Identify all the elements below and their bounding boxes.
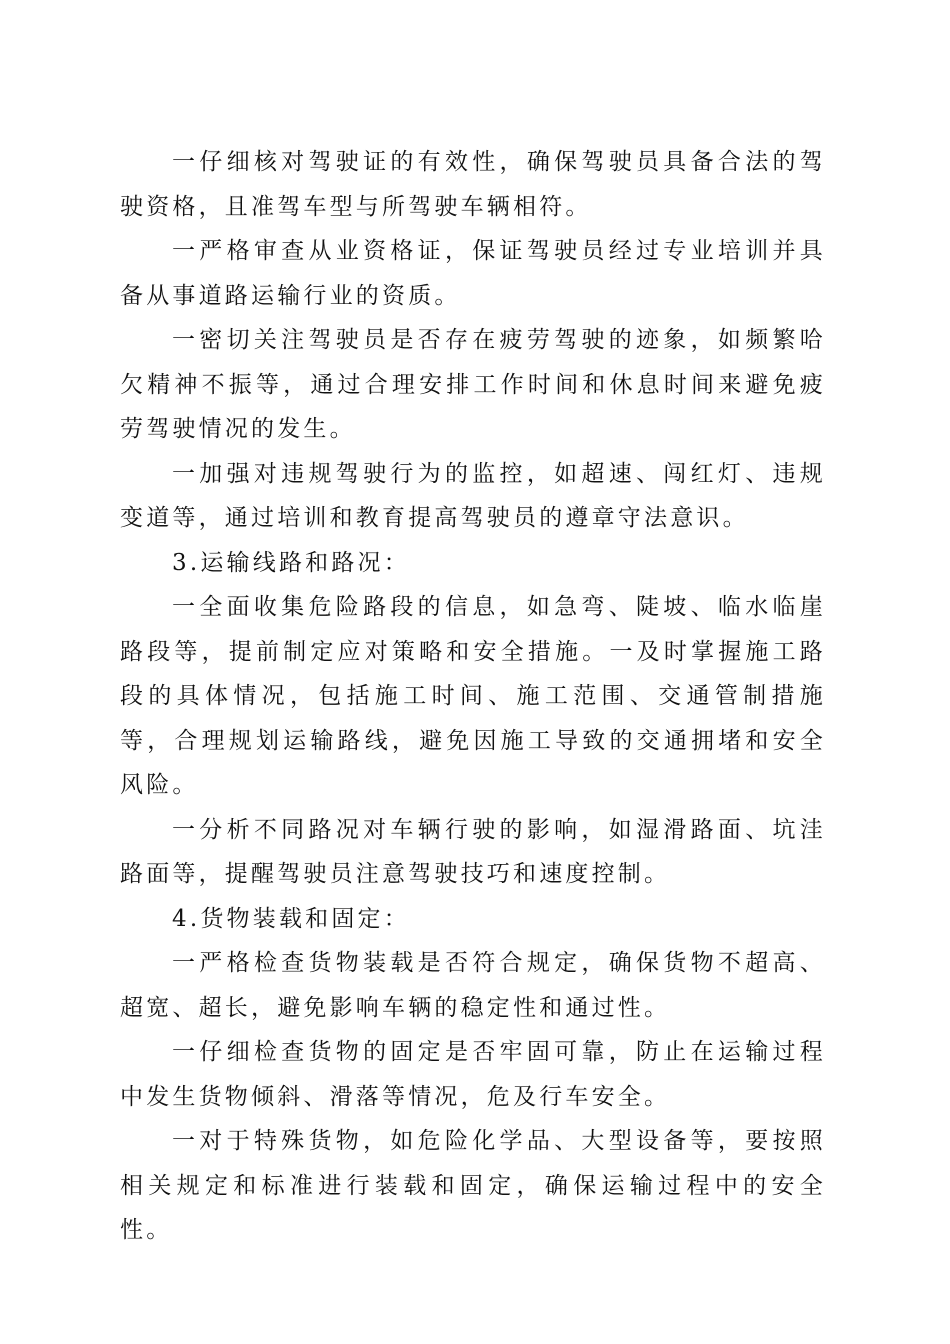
document-body	[120, 140, 826, 1253]
paragraph-qualification-certificate: 一严格审查从业资格证，保证驾驶员经过专业培训并具备从事道路运输行业的资质。	[120, 238, 826, 309]
section-heading-cargo: 4.货物装载和固定：	[172, 905, 410, 932]
paragraph-cargo-loading: 一严格检查货物装载是否符合规定，确保货物不超高、超宽、超长，避免影响车辆的稳定性和通过性。	[120, 950, 826, 1021]
paragraph-special-cargo: 一对于特殊货物，如危险化学品、大型设备等，要按照相关规定和标准进行装载和固定，确保运输过程中的安全性。	[120, 1128, 826, 1243]
paragraph-fatigue-driving: 一密切关注驾驶员是否存在疲劳驾驶的迹象，如频繁哈欠精神不振等，通过合理安排工作时间和休息时间来避免疲劳驾驶情况的发生。	[120, 327, 826, 442]
paragraph-road-conditions: 一分析不同路况对车辆行驶的影响，如湿滑路面、坑洼路面等，提醒驾驶员注意驾驶技巧和速度控制。	[120, 816, 826, 887]
paragraph-dangerous-sections: 一全面收集危险路段的信息，如急弯、陡坡、临水临崖路段等，提前制定应对策略和安全措施。一及时掌握施工路段的具体情况，包括施工时间、施工范围、交通管制措施等，合理规划运输路线，避免因施工导致的交通拥堵和安全风险。	[120, 594, 826, 798]
paragraph-cargo-securing: 一仔细检查货物的固定是否牢固可靠，防止在运输过程中发生货物倾斜、滑落等情况，危及行车安全。	[120, 1039, 826, 1110]
paragraph-violation-monitoring: 一加强对违规驾驶行为的监控，如超速、闯红灯、违规变道等，通过培训和教育提高驾驶员的遵章守法意识。	[120, 460, 826, 531]
section-heading-routes: 3.运输线路和路况：	[172, 549, 410, 576]
paragraph-driver-license: 一仔细核对驾驶证的有效性，确保驾驶员具备合法的驾驶资格，且准驾车型与所驾驶车辆相符。	[120, 149, 826, 220]
